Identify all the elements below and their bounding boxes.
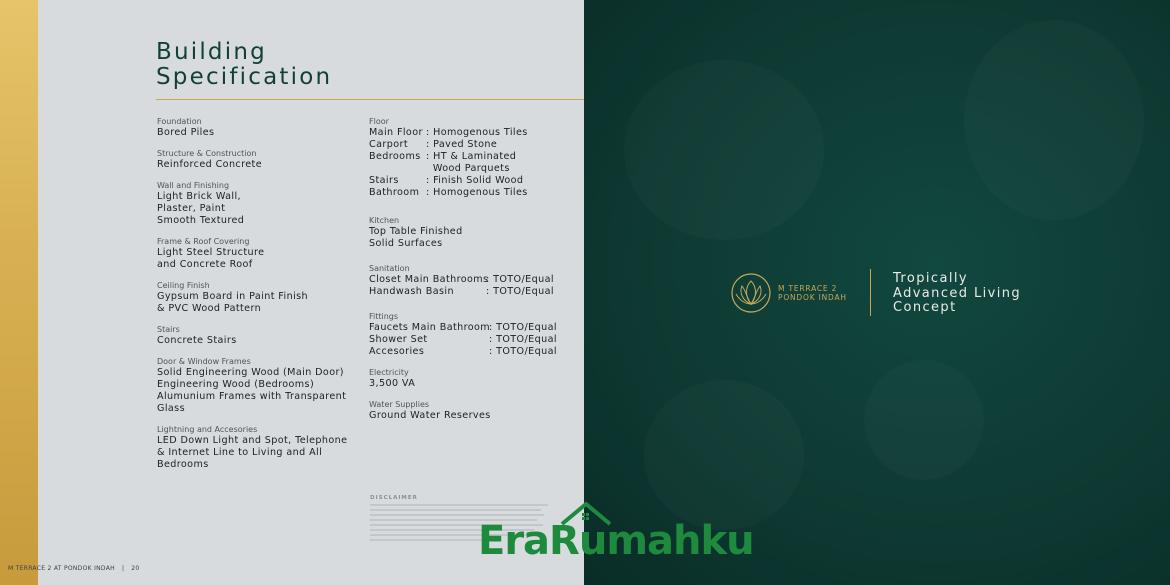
spec-lighting — [157, 424, 357, 471]
spec-frame-roof — [157, 236, 357, 271]
spec-label: Ceiling Finish — [157, 281, 210, 290]
brand-logo — [730, 272, 847, 314]
logo-line-2: PONDOK INDAH — [778, 293, 847, 302]
spec-floor — [369, 116, 579, 199]
row-value: : Homogenous Tiles — [426, 127, 528, 138]
spec-value: Concrete Stairs — [157, 335, 237, 346]
title-divider — [156, 99, 584, 100]
spec-label: Structure & Construction — [157, 149, 257, 158]
spec-label: Wall and Finishing — [157, 181, 230, 190]
specification-page — [38, 0, 584, 585]
spec-sanitation — [369, 263, 579, 298]
disclaimer-fine-print — [370, 514, 544, 516]
sanitation-row — [369, 274, 579, 286]
row-key: Main Floor — [369, 127, 423, 138]
spec-label: Sanitation — [369, 264, 410, 273]
row-value: : TOTO/Equal — [486, 274, 554, 285]
background-foliage-shape — [624, 60, 824, 240]
specs-left-column — [157, 116, 357, 480]
fittings-row — [369, 346, 579, 358]
row-value: : HT & Laminated Wood Parquets — [426, 151, 517, 174]
specs-right-column — [369, 116, 579, 431]
spec-label: Electricity — [369, 368, 409, 377]
spec-label: Water Supplies — [369, 400, 430, 409]
title-line-2: Specification — [156, 64, 333, 90]
spec-water — [369, 399, 579, 422]
floor-row — [369, 151, 579, 175]
background-foliage-shape — [864, 360, 984, 480]
floor-row — [369, 127, 579, 139]
floor-row — [369, 187, 579, 199]
page-footer — [8, 565, 140, 572]
row-key: Accesories — [369, 346, 425, 357]
spec-label: Frame & Roof Covering — [157, 237, 250, 246]
title-line-1: Building — [156, 39, 267, 65]
concept-tagline — [893, 272, 1021, 316]
spec-value: Solid Engineering Wood (Main Door) Engineering Wood (Bedrooms) Alumunium Frames with Transparent Glass — [157, 367, 347, 414]
row-key: Closet Main Bathrooms — [369, 274, 489, 285]
row-value: : TOTO/Equal — [489, 346, 557, 357]
tagline-line-1: Tropically — [893, 271, 968, 286]
spec-label: Door & Window Frames — [157, 357, 251, 366]
row-value: : Homogenous Tiles — [426, 187, 528, 198]
spec-label: Stairs — [157, 325, 180, 334]
background-foliage-shape — [964, 20, 1144, 220]
row-value: : Finish Solid Wood — [426, 175, 524, 186]
gold-edge-strip — [0, 0, 38, 585]
spec-label: Foundation — [157, 117, 202, 126]
spec-fittings — [369, 311, 579, 358]
floor-row — [369, 139, 579, 151]
row-value: : TOTO/Equal — [486, 286, 554, 297]
disclaimer-fine-print — [370, 509, 541, 511]
row-value: : Paved Stone — [426, 139, 498, 150]
background-foliage-shape — [644, 380, 804, 530]
fittings-row — [369, 334, 579, 346]
disclaimer-fine-print — [370, 504, 548, 506]
fittings-row — [369, 322, 579, 334]
spec-value: Reinforced Concrete — [157, 159, 263, 170]
watermark-logo: EraRumahku — [478, 518, 754, 564]
spec-value: Ground Water Reserves — [369, 410, 491, 421]
spec-label: Floor — [369, 117, 389, 126]
row-key: Shower Set — [369, 334, 428, 345]
logo-wordmark — [778, 284, 847, 302]
row-key: Carport — [369, 139, 408, 150]
spec-label: Lightning and Accesories — [157, 425, 258, 434]
spec-value: Light Brick Wall, Plaster, Paint Smooth Textured — [157, 191, 245, 226]
spec-structure — [157, 148, 357, 171]
row-key: Faucets Main Bathroom — [369, 322, 491, 333]
spec-value: Bored Piles — [157, 127, 215, 138]
spec-foundation — [157, 116, 357, 139]
row-value: : TOTO/Equal — [489, 334, 557, 345]
floor-row — [369, 175, 579, 187]
spec-value: Top Table Finished Solid Surfaces — [369, 226, 463, 249]
tagline-line-2: Advanced Living — [893, 285, 1021, 301]
logo-divider — [870, 269, 871, 316]
spec-value: Light Steel Structure and Concrete Roof — [157, 247, 265, 270]
lotus-logo-icon — [730, 272, 772, 314]
spec-value: LED Down Light and Spot, Telephone & Internet Line to Living and All Bedrooms — [157, 435, 348, 470]
page-title — [156, 40, 332, 90]
disclaimer-fine-print — [370, 539, 495, 541]
page-number: 20 — [131, 565, 140, 572]
spec-value: 3,500 VA — [369, 378, 416, 389]
row-key: Bedrooms — [369, 151, 421, 162]
logo-line-1: M TERRACE 2 — [778, 284, 838, 293]
concept-page — [584, 0, 1170, 585]
footer-separator: | — [121, 565, 125, 572]
spec-label: Fittings — [369, 312, 399, 321]
row-key: Stairs — [369, 175, 399, 186]
disclaimer-heading: DISCLAIMER — [370, 495, 418, 501]
spec-electricity — [369, 367, 579, 390]
row-key: Handwash Basin — [369, 286, 454, 297]
row-value: : TOTO/Equal — [489, 322, 557, 333]
spec-stairs — [157, 324, 357, 347]
spec-wall — [157, 180, 357, 227]
row-key: Bathroom — [369, 187, 420, 198]
sanitation-row — [369, 286, 579, 298]
tagline-line-3: Concept — [893, 300, 957, 315]
spec-door-window — [157, 356, 357, 415]
spec-ceiling — [157, 280, 357, 315]
spec-label: Kitchen — [369, 216, 400, 225]
spec-value: Gypsum Board in Paint Finish & PVC Wood Pattern — [157, 291, 309, 314]
footer-brand: M TERRACE 2 AT PONDOK INDAH — [8, 565, 115, 572]
spec-kitchen — [369, 215, 579, 250]
